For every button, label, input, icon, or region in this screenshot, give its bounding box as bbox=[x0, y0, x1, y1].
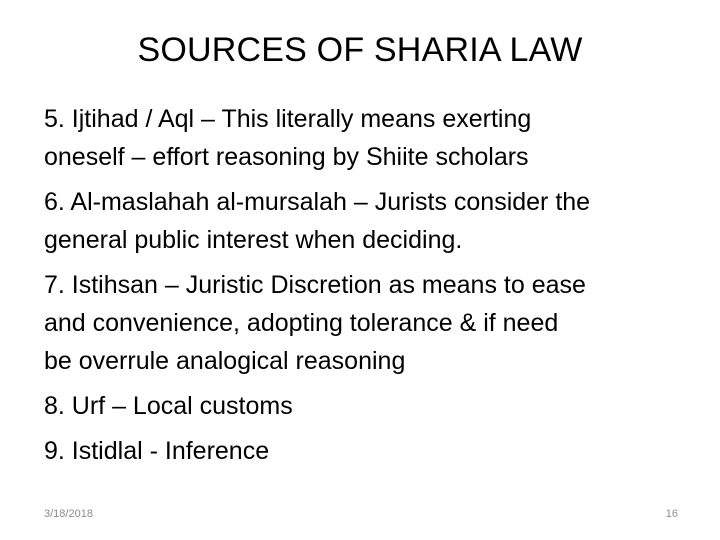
list-item-line: 5. Ijtihad / Aql – This literally means exerting bbox=[44, 105, 532, 133]
list-item-istidlal bbox=[44, 432, 694, 470]
list-item-line: 9. Istidlal - Inference bbox=[44, 437, 270, 465]
list-item-line: 6. Al-maslahah al-mursalah – Jurists consider the bbox=[44, 188, 591, 216]
list-item-line: and convenience, adopting tolerance & if need bbox=[44, 309, 559, 337]
slide-title: SOURCES OF SHARIA LAW bbox=[137, 31, 583, 69]
list-item-line: oneself – effort reasoning by Shiite scholars bbox=[44, 143, 529, 171]
list-item-maslahah bbox=[44, 183, 694, 259]
list-item-ijtihad bbox=[44, 100, 694, 176]
list-item-urf bbox=[44, 387, 694, 425]
footer-page-number: 16 bbox=[665, 508, 678, 520]
list-item-istihsan bbox=[44, 266, 694, 380]
list-item-line: be overrule analogical reasoning bbox=[44, 347, 406, 375]
list-item-line: general public interest when deciding. bbox=[44, 226, 463, 254]
list-item-line: 7. Istihsan – Juristic Discretion as means to ease bbox=[44, 271, 586, 299]
slide-body bbox=[44, 100, 694, 470]
footer-date: 3/18/2018 bbox=[44, 508, 93, 520]
list-item-line: 8. Urf – Local customs bbox=[44, 392, 293, 420]
